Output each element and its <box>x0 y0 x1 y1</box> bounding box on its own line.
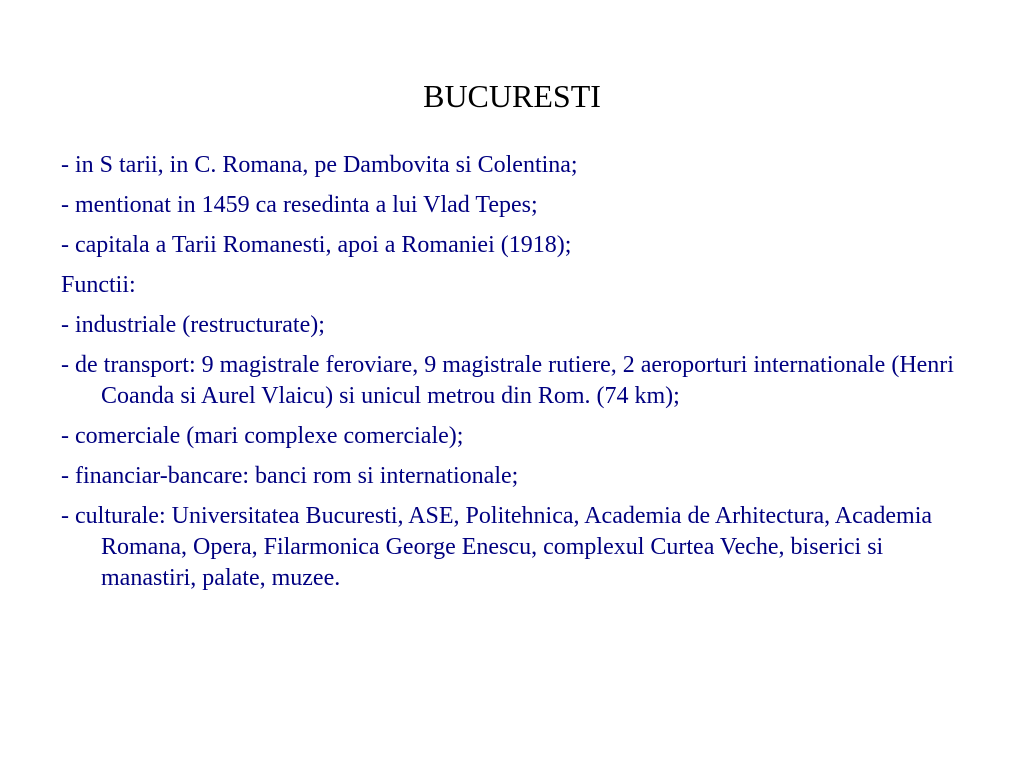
body-line: - de transport: 9 magistrale feroviare, 9 magistrale rutiere, 2 aeroporturi internationale (Henri Coanda si Aurel Vlaicu) si unicul metrou din Rom. (74 km); <box>61 352 954 409</box>
body-line: - culturale: Universitatea Bucuresti, ASE, Politehnica, Academia de Arhitectura, Academia Romana, Opera, Filarmonica George Enescu, complexul Curtea Veche, biserici si manastiri, palate, muzee. <box>61 503 933 591</box>
body-line: - comerciale (mari complexe comerciale); <box>61 423 464 449</box>
slide-title: BUCURESTI <box>423 78 601 114</box>
body-line: - mentionat in 1459 ca resedinta a lui Vlad Tepes; <box>61 192 538 218</box>
body-line: - industriale (restructurate); <box>61 312 325 338</box>
body-line: - financiar-bancare: banci rom si internationale; <box>61 463 519 489</box>
body-line: - in S tarii, in C. Romana, pe Dambovita si Colentina; <box>61 152 578 178</box>
body-line: Functii: <box>61 272 136 298</box>
slide-body <box>61 150 961 603</box>
body-line: - capitala a Tarii Romanesti, apoi a Romaniei (1918); <box>61 232 572 258</box>
